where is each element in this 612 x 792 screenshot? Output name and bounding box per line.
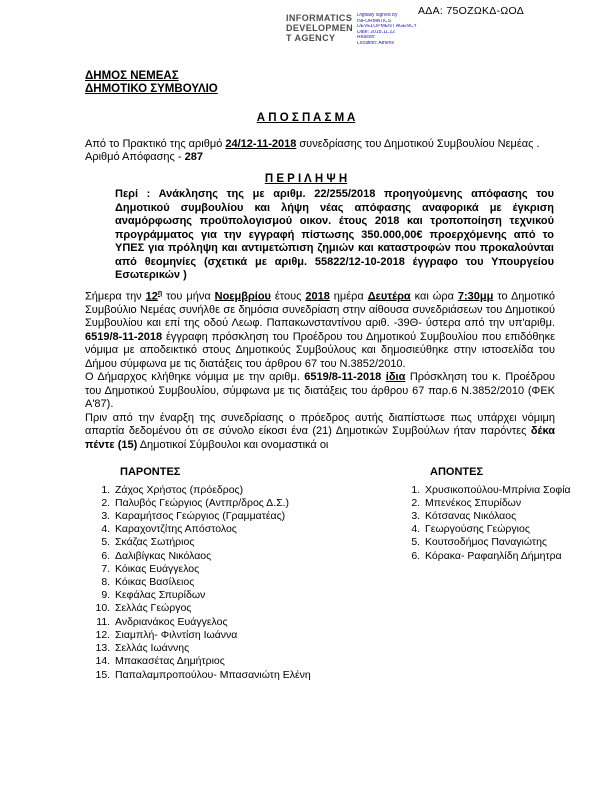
document-title-text: Α Π Ο Σ Π Α Σ Μ Α <box>256 112 356 124</box>
list-item: 10. Σελλάς Γεώργος <box>113 602 385 615</box>
municipality-name: ΔΗΜΟΣ ΝΕΜΕΑΣ <box>85 70 179 82</box>
attendance-section <box>0 466 612 682</box>
stamp-agency-name <box>286 13 353 43</box>
list-item: 4. Γεωργούσης Γεώργιος <box>423 523 575 536</box>
text-run: 6519/8-11-2018 <box>85 330 163 343</box>
text-run: η <box>157 289 163 297</box>
text-run: Δευτέρα <box>367 290 411 303</box>
text-run: 7:30μμ <box>457 290 494 303</box>
list-item: 5. Σκάζας Σωτήριος <box>113 536 385 549</box>
text-run: Πριν από την έναρξη της συνεδρίασης ο πρόεδρος αυτής διαπίστωσε πως υπάρχει νόμιμη απαρτία δεδομένου ότι σε σύνολο είκοσι ένα (21) Δημοτικών Συμβούλων ήταν παρόντες <box>85 411 555 438</box>
text-run: Αριθμό Απόφασης - <box>85 151 185 163</box>
text-run: ημέρα <box>329 290 368 303</box>
text-run: το Δημοτικό Συμβούλιο Νεμέας συνήλθε σε δημόσια συνεδρίαση στην αίθουσα συνεδριάσεων του Δημοτικού Συμβουλίου και επί της οδού Λεωφ. Παπακωνσταντίνου αριθ. -39Θ- ύστερα από την υπ'αριθμ. <box>85 290 555 330</box>
list-item: Date: 2018.11.22 <box>357 29 396 35</box>
mayor-invitation-paragraph <box>85 371 555 412</box>
list-item: 3. Κότσανας Νικόλαος <box>423 510 575 523</box>
list-item: 6. Δαλιβίγκας Νικόλαος <box>113 550 385 563</box>
list-item: Reason: <box>357 35 376 41</box>
list-item: 3. Καραμήτσος Γεώργιος (Γραμματέας) <box>113 510 385 523</box>
present-column <box>85 466 385 682</box>
list-item: 4. Καραχοντζίτης Απόστολος <box>113 523 385 536</box>
list-item: 2. Μπενέκος Σπυρίδων <box>423 497 575 510</box>
list-item: DEVELOPMEN <box>286 23 354 33</box>
text-run: Νοεμβρίου <box>214 290 271 303</box>
text-run: έγγραφη πρόσκληση του Προέδρου του Δημοτικού Συμβουλίου που επιδόθηκε νόμιμα με αποδεικτικό στους Δημοτικούς Συμβούλους και δημοσιεύθηκε στην ιστοσελίδα του Δήμου σύμφωνα με τις διατάξεις του άρθρου 67 του Ν.3852/2010. <box>85 330 555 370</box>
intro-paragraph <box>85 138 555 152</box>
ada-code: ΑΔΑ: 75ΟΖΩΚΔ-ΩΟΔ <box>418 5 525 17</box>
list-item: INFORMATICS <box>357 18 392 24</box>
list-item: 12. Σιαμπλή- Φιλντίση Ιωάννα <box>113 629 385 642</box>
absent-column <box>395 466 575 682</box>
text-run: Από το Πρακτικό της αριθμό <box>85 137 226 150</box>
text-run: 6519/8-11-2018 <box>304 371 382 384</box>
digital-signature-stamp <box>286 13 452 47</box>
text-run: ίδια <box>385 371 406 384</box>
session-paragraph <box>85 287 555 372</box>
document-title <box>0 112 612 126</box>
list-item: INFORMATICS <box>286 13 353 23</box>
text-run: 12 <box>145 290 158 303</box>
list-item: 1. Χρυσικοπούλου-Μπρίνια Σοφία <box>423 484 575 497</box>
list-item: 7. Κόικας Ευάγγελος <box>113 563 385 576</box>
text-run: 2018 <box>305 290 330 303</box>
present-list <box>85 484 385 682</box>
text-run: Δημοτικοί Σύμβουλοι και ονομαστικά οι <box>137 438 329 451</box>
list-item: T AGENCY <box>286 33 336 43</box>
text-run: 24/12-11-2018 <box>225 137 297 150</box>
list-item: 13. Σελλάς Ιωάννης <box>113 642 385 655</box>
list-item: Digitally signed by <box>357 13 398 18</box>
text-run: 287 <box>184 151 203 163</box>
subject-paragraph: Περί : Ανάκλησης της με αριθμ. 22/255/2018 προηγούμενης απόφασης του Δημοτικού συμβουλίου και λήψη νέας απόφασης αναφορικά με έγκριση αναμόρφωσης προϋπολογισμού οικον. έτους 2018 και τροποποίηση τεχνικού προγράμματος για την εγγραφή πίστωσης 350.000,00€ προερχόμενης από το ΥΠΕΣ για πρόληψη και αντιμετώπιση ζημιών και καταστροφών που προκαλούνται από θεομηνίες (σχετικά με αριθμ. 55822/12-10-2018 έγγραφο του Υπουργείου Εσωτερικών ) <box>115 188 554 281</box>
absent-list <box>395 484 575 563</box>
list-item: 1. Ζάχος Χρήστος (πρόεδρος) <box>113 484 385 497</box>
list-item: 5. Κουτσοδήμος Παναγιώτης <box>423 536 575 549</box>
summary-heading <box>0 173 612 187</box>
text-run: έτους <box>270 290 306 303</box>
summary-heading-text: Π Ε Ρ Ι Λ Η Ψ Η <box>264 172 348 185</box>
quorum-paragraph <box>85 412 555 453</box>
text-run: συνεδρίασης του Δημοτικού Συμβουλίου Νεμέας . <box>296 137 540 150</box>
present-heading: ΠΑΡΟΝΤΕΣ <box>120 466 181 479</box>
absent-heading: ΑΠΟΝΤΕΣ <box>430 466 484 479</box>
text-run: και ώρα <box>410 290 458 303</box>
text-run: δέκα πέντε (15) <box>85 425 555 451</box>
text-run: του μήνα <box>162 290 215 303</box>
list-item: Location: Athens <box>357 40 394 46</box>
list-item: 6. Κόρακα- Ραφαηλίδη Δήμητρα <box>423 550 575 563</box>
list-item: 2. Παλυβός Γεώργιος (Αντπρ/δρος Δ.Σ.) <box>113 497 385 510</box>
list-item: 14. Μπακασέτας Δημήτριος <box>113 655 385 668</box>
text-run: Πρόσκληση του κ. Προέδρου του Δημοτικού Συμβουλίου, σύμφωνα με τις διατάξεις του άρθρου 67 παρ.6 Ν.3852/2010 (ΦΕΚ Α'87). <box>85 371 555 411</box>
list-item: 8. Κόικας Βασίλειος <box>113 576 385 589</box>
text-run: Ο Δήμαρχος κλήθηκε νόμιμα με την αριθμ. <box>85 371 305 384</box>
text-run: Σήμερα την <box>85 290 146 303</box>
list-item: 9. Κεφάλας Σπυρίδων <box>113 589 385 602</box>
stamp-signature-details <box>357 13 452 47</box>
council-name: ΔΗΜΟΤΙΚΟ ΣΥΜΒΟΥΛΙΟ <box>85 83 218 95</box>
decision-number-line <box>85 151 555 165</box>
list-item: DEVELOPMENT AGENCY <box>357 24 417 30</box>
list-item: 11. Ανδριανάκος Ευάγγελος <box>113 616 385 629</box>
list-item: 15. Παπαλαμπροπούλου- Μπασανιώτη Ελένη <box>113 669 385 682</box>
